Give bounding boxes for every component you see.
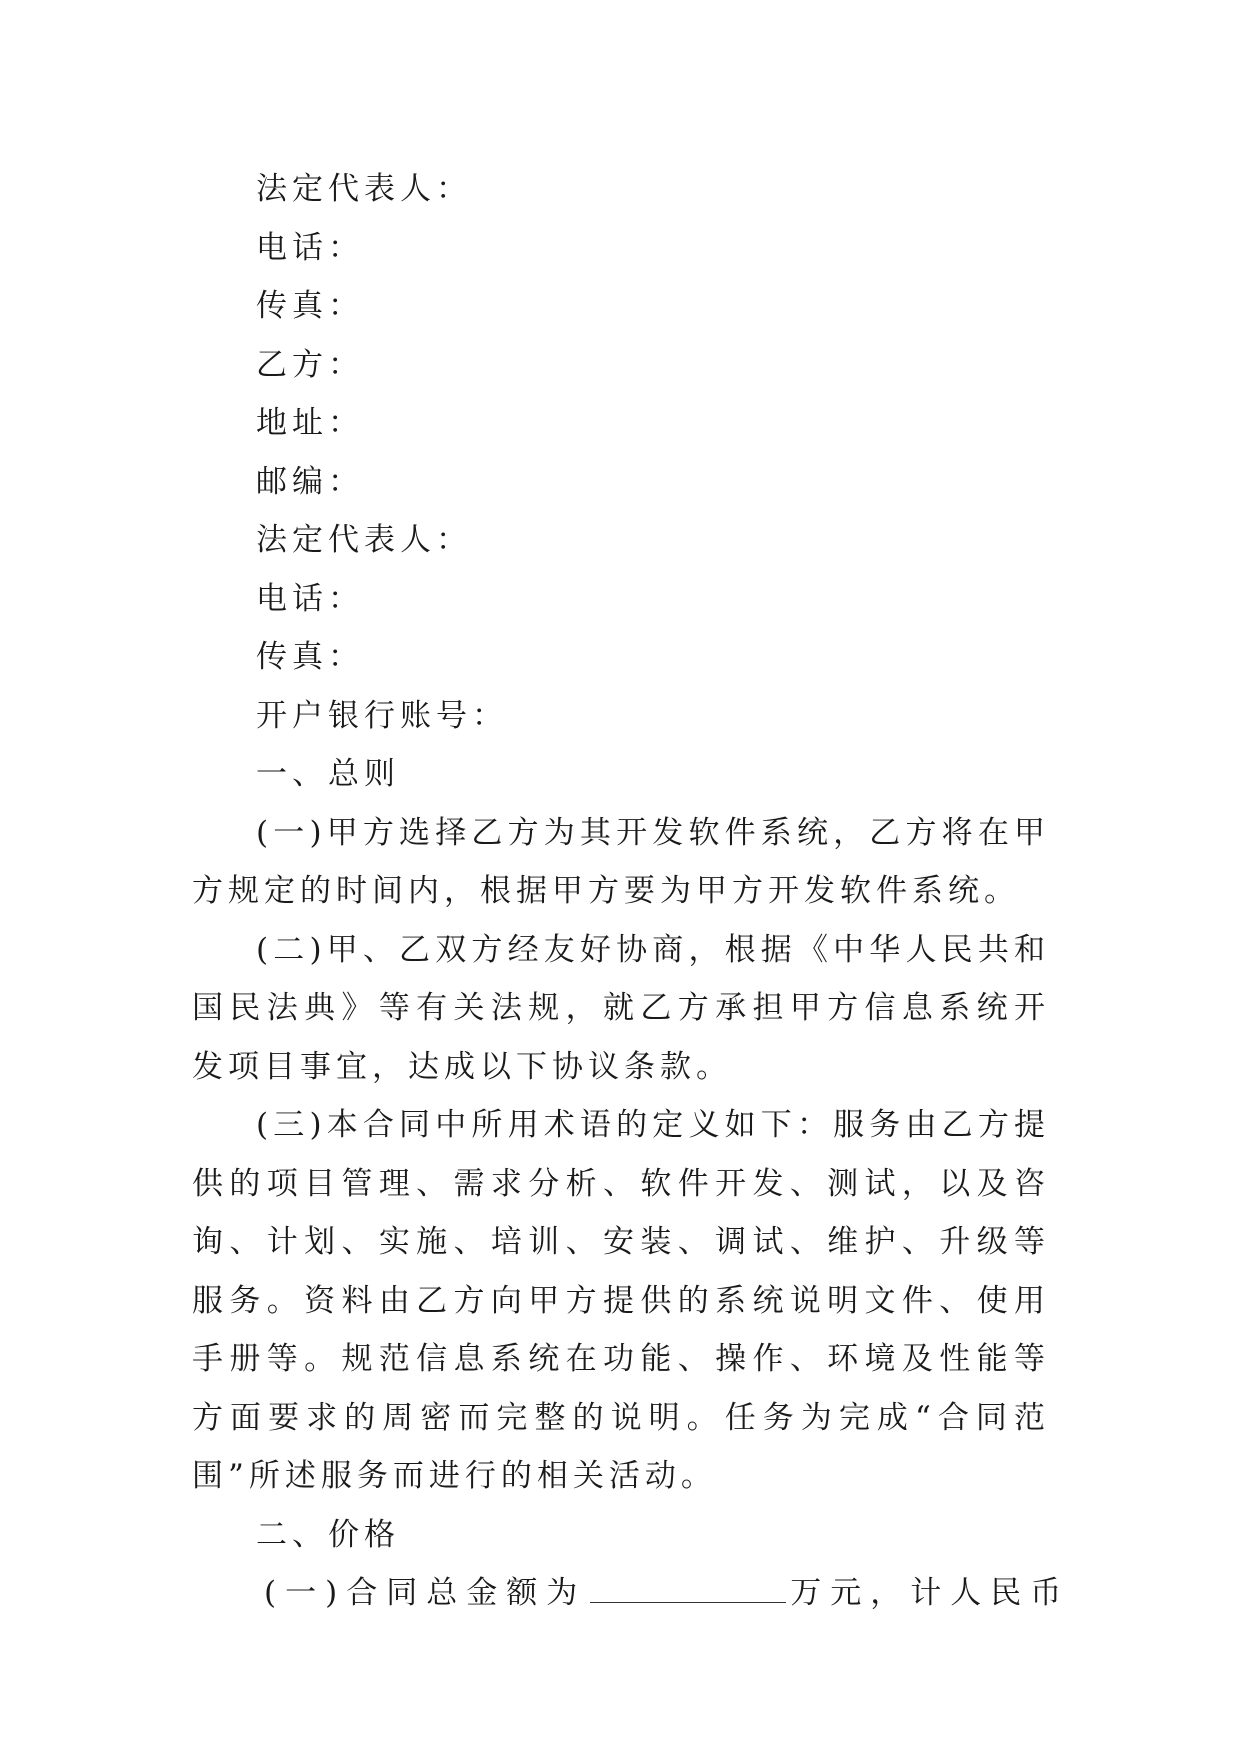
party-b-phone-label: 电话： xyxy=(256,580,364,617)
general-clause-3: (三)本合同中所用术语的定义如下：服务由乙方提供的项目管理、需求分析、软件开发、测试，以及咨询、计划、实施、培训、安装、调试、维护、升级等服务。资料由乙方向甲方提供的系统说明文件、使用手册等。规范信息系统在功能、操作、环境及性能等方面要求的周密而完整的说明。任务为完成“合同范围”所述服务而进行的相关活动。 xyxy=(192,1107,1050,1494)
party-b-legal-rep-label: 法定代表人： xyxy=(256,522,472,558)
section-heading-general: 一、总则 xyxy=(256,756,400,792)
party-b-bank-account-label: 开户银行账号： xyxy=(256,697,508,734)
section-heading-price: 二、价格 xyxy=(256,1516,400,1553)
amount-blank-field xyxy=(590,1574,786,1603)
price-clause-suffix: 万元，计人民币 xyxy=(790,1575,1071,1611)
general-clause-1: (一)甲方选择乙方为其开发软件系统，乙方将在甲方规定的时间内，根据甲方要为甲方开发软件系统。 xyxy=(192,814,1050,909)
party-a-phone-label: 电话： xyxy=(256,229,364,266)
party-a-legal-rep-label: 法定代表人： xyxy=(256,171,472,207)
party-b-fax-label: 传真： xyxy=(256,639,364,675)
party-b-name-label: 乙方： xyxy=(256,346,364,383)
party-b-postcode-label: 邮编： xyxy=(256,463,364,500)
general-clause-2: (二)甲、乙双方经友好协商，根据《中华人民共和国民法典》等有关法规，就乙方承担甲方信息系统开发项目事宜，达成以下协议条款。 xyxy=(192,931,1050,1085)
party-a-fax-label: 传真： xyxy=(256,288,364,324)
price-clause-1 xyxy=(192,1564,1071,1623)
price-clause-prefix: (一)合同总金额为 xyxy=(264,1575,587,1611)
contract-content xyxy=(192,160,1071,1623)
party-b-address-label: 地址： xyxy=(256,405,364,441)
